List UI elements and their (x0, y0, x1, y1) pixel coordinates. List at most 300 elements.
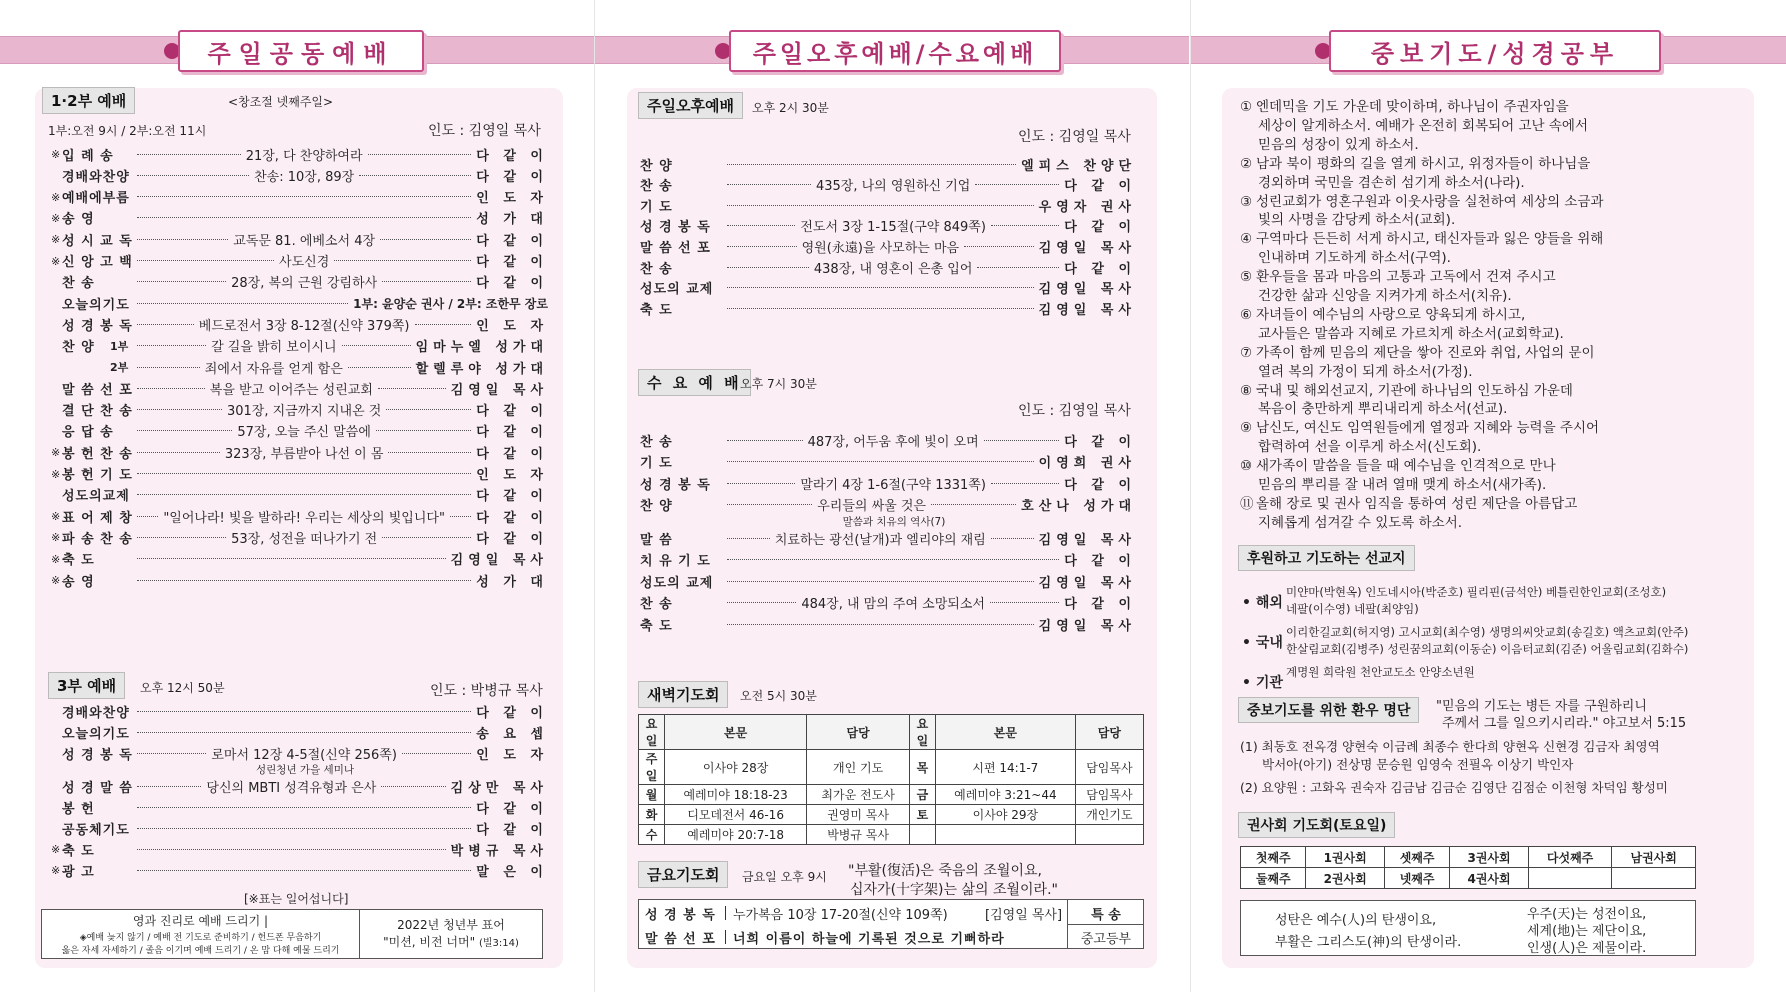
mission-label: • 기관 (1242, 675, 1283, 691)
row-label: 말 씀 선 포 (62, 382, 133, 398)
leader-dots (137, 388, 205, 389)
row-person: 다 같 이 (476, 169, 549, 185)
row-person: 다 같 이 (1064, 220, 1137, 236)
leader-dots (727, 440, 803, 441)
stand-mark: ※ (51, 190, 61, 204)
row-label: 입 례 송 (62, 148, 114, 164)
order-row (51, 251, 548, 271)
row-person: 김영일 목사 (450, 553, 548, 569)
leader-dots (450, 516, 471, 517)
table-cell: 첫째주 (1241, 847, 1306, 868)
row-person: 김영일 목사 (1038, 532, 1136, 548)
header-title-3: 중보기도/성경공부 (1329, 30, 1661, 72)
row-label: 성 경 봉 독 (62, 318, 133, 334)
row-content: "일어나라! 빛을 발하라! 우리는 세상의 빛입니다" (163, 510, 445, 526)
row-label: 성 경 말 씀 (62, 780, 133, 796)
row-content: 28장, 복의 근원 강림하사 (231, 276, 378, 292)
row-content: 484장, 내 맘의 주여 소망되소서 (801, 597, 985, 612)
row-content: 57장, 오늘 주신 말씀에 (237, 425, 371, 441)
leader-dots (991, 225, 1059, 226)
table-header-cell: 요일 (909, 715, 935, 750)
leader-dots (380, 239, 471, 240)
table-cell (1528, 868, 1612, 889)
table-cell: 넷째주 (1384, 868, 1449, 889)
leader-dots (359, 175, 471, 176)
row-content: 베드로전서 3장 8-12절(신약 379쪽) (198, 318, 410, 334)
section-title-sick: 중보기도를 위한 환우 명단 (1238, 697, 1419, 723)
leader-dots (137, 537, 226, 538)
order-row (62, 722, 548, 742)
order-row (62, 400, 548, 420)
row-label: 찬 양 (640, 158, 673, 174)
section-title-dawn: 새벽기도회 (638, 681, 728, 708)
table-cell: 개인 기도 (807, 750, 910, 785)
row-content: 우리들의 싸울 것은 (817, 499, 926, 514)
row-person: 성 가 대 (476, 574, 548, 590)
order-row (640, 430, 1136, 450)
row-person: 인 도 자 (476, 191, 548, 207)
row-part-label: 1부 (110, 339, 129, 353)
order-row (640, 550, 1136, 570)
order-row (62, 378, 548, 398)
leader-dots (137, 580, 471, 581)
row-content: 말라기 4장 1-6절(구약 1331쪽) (800, 477, 986, 493)
table-row (639, 750, 1144, 785)
leader-dots (727, 461, 1034, 462)
row-label: 치 유 기 도 (640, 554, 711, 569)
order-row (640, 528, 1136, 548)
order-row (640, 571, 1136, 591)
order-row (62, 743, 548, 763)
table-cell: 박병규 목사 (807, 825, 910, 845)
leader-dots (137, 409, 222, 410)
dawn-schedule-table (638, 714, 1144, 845)
row-label: 송 영 (62, 212, 95, 228)
row-label: 찬 송 (640, 434, 673, 450)
leader-dots (137, 217, 471, 218)
row-person: 다 같 이 (476, 404, 549, 420)
leader-dots (727, 581, 1034, 582)
prayer-line: 새가족이 말씀을 들을 때 예수님을 인격적으로 만나 (1256, 458, 1556, 475)
leader-dots (382, 537, 471, 538)
order-row (51, 549, 548, 569)
row-person: 다 같 이 (1064, 434, 1137, 450)
table-cell: 예레미야 20:7-18 (665, 825, 807, 845)
row-label: 성도의교제 (62, 489, 130, 505)
friday-row-text: 너희 이름이 하늘에 기록된 것으로 기뻐하라 (733, 932, 1005, 947)
row-label: 성 경 봉 독 (640, 477, 711, 493)
prayer-line: 남과 북이 평화의 길을 열게 하시고, 위정자들이 하나님을 (1256, 155, 1591, 172)
stand-mark: ※ (51, 552, 61, 566)
row-label: 성 시 교 독 (62, 233, 133, 249)
service-time-3: 오후 12시 50분 (140, 681, 225, 695)
table-cell: 둘째주 (1241, 868, 1306, 889)
row-person: 다 같 이 (476, 822, 548, 838)
stand-mark: ※ (51, 843, 61, 856)
row-person: 인 도 자 (476, 747, 549, 763)
row-label: 경배와찬양 (62, 169, 130, 185)
leader-dots (137, 260, 274, 261)
leader-dots (727, 287, 1034, 288)
row-content: 당신의 MBTI 성격유형과 은사 (206, 780, 377, 796)
leader-dots (137, 175, 249, 176)
footer-left-line1: ◈예배 늦지 않기 / 예배 전 기도로 준비하기 / 헌드폰 무음하기 (79, 933, 322, 943)
prayer-line: 경외하며 국민을 겸손히 섬기게 하소서(나라). (1258, 174, 1525, 191)
table-header-cell: 담당 (807, 715, 910, 750)
friday-row-person: [김영일 목사] (985, 908, 1063, 923)
order-row (62, 797, 548, 817)
order-row (51, 506, 549, 526)
leader-dots (727, 559, 1059, 560)
order-row (640, 154, 1136, 174)
row-person: 김영일 목사 (1038, 282, 1136, 298)
row-content: 죄에서 자유를 얻게 함은 (204, 361, 343, 377)
prayer-line: 믿음의 성장이 있게 하소서. (1258, 136, 1419, 153)
order-row (51, 860, 548, 880)
table-cell: 금 (909, 785, 935, 805)
creed-right-2: 세계(地)는 제단이요, (1527, 924, 1647, 939)
row-label: 결 단 찬 송 (62, 404, 133, 420)
order-row (51, 442, 549, 462)
row-label: 말 씀 (640, 532, 673, 548)
footer-right-line2: "미션, 비전 너머" (383, 935, 476, 949)
leader-dots (137, 239, 228, 240)
leader-dots (727, 205, 1034, 206)
leader-dots (137, 303, 348, 304)
prayer-line: 지혜롭게 섬겨갈 수 있도록 하소서. (1258, 514, 1463, 531)
footer-left (42, 910, 360, 958)
row-preface: 말씀과 치유의 역사(7) (842, 516, 946, 528)
leader-dots (727, 267, 809, 268)
order-row (51, 464, 548, 484)
table-cell (909, 825, 935, 845)
prayer-number: ⑧ (1240, 382, 1253, 399)
table-header-cell: 요일 (639, 715, 665, 750)
table-cell (1612, 868, 1696, 889)
row-person: 다 같 이 (476, 233, 549, 249)
row-person: 다 같 이 (476, 531, 549, 547)
leader-dots (137, 345, 206, 346)
row-label: 성 경 봉 독 (640, 220, 711, 236)
row-label: 축 도 (640, 302, 673, 318)
table-cell: 4권사회 (1450, 868, 1529, 889)
prayer-line: 국내 및 해외선교지, 기관에 하나님의 인도하심 가운데 (1256, 382, 1573, 399)
table-row (639, 805, 1144, 825)
prayer-line: 성린교회가 영혼구원과 이웃사랑을 실천하여 세상의 소금과 (1256, 193, 1604, 210)
prayer-line: 올해 장로 및 권사 임직을 통하여 성린 제단을 아름답고 (1256, 495, 1578, 512)
sick-line-1: (1) 최동호 전옥경 양현숙 이금례 최종수 한다희 양현옥 신현경 김금자 최영역 (1240, 739, 1660, 754)
leader-dots (137, 849, 446, 850)
row-content: 찬송: 10장, 89장 (254, 169, 355, 185)
row-content: 487장, 어두움 후에 빛이 오며 (807, 434, 979, 450)
prayer-number: ③ (1240, 193, 1253, 210)
leader-dots (137, 367, 200, 368)
row-label: 공동체기도 (62, 822, 130, 838)
row-label: 경배와찬양 (62, 705, 130, 721)
prayer-line: 세상이 알게하소서. 예배가 온전히 회복되어 고난 속에서 (1258, 117, 1588, 134)
leader-dots (975, 184, 1059, 185)
friday-quote-2: 십자가(十字架)는 삶의 조월이라." (850, 882, 1058, 898)
order-row (640, 473, 1136, 493)
footer-left-line2: 옳은 자세 자세하기 / 졸음 이기며 예배 드리기 / 온 맘 다해 예물 드리기 (61, 946, 340, 956)
prayer-number: ⑩ (1240, 458, 1253, 475)
sick-quote-2: 주께서 그를 일으키시리라." 야고보서 5:15 (1442, 716, 1687, 731)
leader-dots (727, 483, 795, 484)
row-person: 다 같 이 (476, 425, 548, 441)
row-person: 다 같 이 (1064, 179, 1137, 195)
leader-text: 인도 : 김영일 목사 (428, 123, 541, 139)
leader-dots (137, 753, 206, 754)
order-row (62, 293, 548, 313)
table-cell: 토 (909, 805, 935, 825)
table-row (1241, 868, 1696, 889)
leader-dots (137, 516, 158, 517)
table-cell: 시편 14:1-7 (935, 750, 1075, 785)
row-label: 오늘의기도 (62, 297, 130, 313)
table-row (639, 785, 1144, 805)
table-cell: 이사야 29장 (935, 805, 1075, 825)
standing-note: [※표는 일어섭니다] (244, 892, 349, 906)
row-person: 엘피스 찬양단 (1021, 158, 1136, 174)
order-row (62, 818, 548, 838)
creed-box (1240, 900, 1696, 956)
row-person: 박병규 목사 (450, 843, 548, 859)
column-divider-2 (1190, 0, 1191, 992)
row-label: 기 도 (640, 456, 673, 471)
order-row (640, 278, 1136, 298)
leader-dots (342, 345, 411, 346)
row-content: 53장, 성전을 떠나가기 전 (231, 531, 378, 547)
table-cell: 1권사회 (1306, 847, 1385, 868)
row-content: 사도신경 (279, 255, 330, 270)
sick-quote-1: "믿음의 기도는 병든 자를 구원하리니 (1436, 699, 1647, 714)
leader-dots (378, 388, 446, 389)
leader-dots (964, 246, 1034, 247)
row-person: 다 같 이 (476, 446, 549, 462)
order-row (62, 701, 548, 721)
row-label: 말 씀 선 포 (640, 240, 711, 256)
leader-dots (137, 281, 226, 282)
row-person: 인 도 자 (476, 318, 549, 334)
leader-dots (984, 440, 1060, 441)
row-person: 다 같 이 (476, 801, 548, 817)
row-label: 신 앙 고 백 (62, 255, 133, 270)
order-row (51, 527, 549, 547)
section-title-kwon: 권사회 기도회(토요일) (1238, 812, 1395, 838)
prayer-number: ④ (1240, 231, 1253, 248)
friday-box (638, 899, 1144, 949)
row-content: 치료하는 광선(날개)과 엘리야의 재림 (774, 532, 986, 548)
leader-dots (334, 260, 471, 261)
order-row (640, 614, 1136, 634)
leader-dots (931, 504, 1016, 505)
row-label: 송 영 (62, 574, 95, 590)
leader-dots (348, 367, 411, 368)
row-content: 로마서 12장 4-5절(신약 256쪽) (211, 747, 397, 763)
leader-text-3: 인도 : 박병규 목사 (430, 683, 543, 699)
row-person: 김영일 목사 (1038, 575, 1136, 591)
order-row (640, 495, 1136, 515)
prayer-line: 합력하여 선을 이루게 하소서(신도회). (1258, 439, 1482, 456)
row-person: 다 같 이 (1064, 597, 1137, 612)
row-label: 성도의 교제 (640, 282, 714, 298)
leader-dots (137, 870, 471, 871)
row-label: 응 답 송 (62, 425, 114, 441)
sick-line-2: 박서아(아기) 전상명 문승원 임영숙 전필옥 이상기 박인자 (1262, 757, 1574, 772)
leader-dots (137, 807, 471, 808)
row-part-label: 2부 (110, 361, 129, 374)
row-person: 다 같 이 (476, 705, 548, 721)
prayer-number: ② (1240, 155, 1253, 172)
row-label: 찬 송 (640, 597, 673, 612)
leader-dots (376, 430, 471, 431)
friday-row-text: 누가복음 10장 17-20절(신약 109쪽) (733, 908, 948, 923)
leader-dots (137, 196, 471, 197)
row-content: 갈 길을 밝히 보이시니 (211, 340, 337, 356)
table-cell: 2권사회 (1306, 868, 1385, 889)
mission-line: 미얀마(박현옥) 인도네시아(박준호) 필리핀(금석안) 베틀린한인교회(조성호) (1286, 585, 1667, 599)
table-cell: 목 (909, 750, 935, 785)
row-person: 김영일 목사 (1038, 302, 1136, 318)
prayer-number: ⑤ (1240, 269, 1253, 286)
order-row (640, 452, 1136, 472)
row-content: 전도서 3장 1-15절(구약 849쪽) (800, 220, 986, 236)
friday-row-right: 특 송 (1091, 908, 1121, 923)
leader-dots (137, 558, 446, 559)
table-cell: 개인기도 (1075, 805, 1143, 825)
friday-row-label: 성 경 봉 독 (645, 908, 716, 923)
leader-dots (977, 267, 1059, 268)
stand-mark: ※ (51, 510, 61, 524)
order-row (51, 229, 549, 249)
section-title-1-2: 1·2부 예배 (42, 87, 135, 114)
table-header-row (639, 715, 1144, 750)
row-label: 찬 양 (62, 340, 95, 356)
row-person: 다 같 이 (1064, 261, 1137, 277)
row-person: 말 은 이 (476, 864, 548, 880)
horizontal-rule (1067, 924, 1143, 925)
row-label: 찬 송 (62, 276, 95, 292)
order-row (62, 421, 548, 441)
table-cell: 예레미야 18:18-23 (665, 785, 807, 805)
table-cell: 셋째주 (1384, 847, 1449, 868)
creed-right-1: 우주(天)는 성전이요, (1527, 907, 1647, 922)
prayer-number: ⑥ (1240, 306, 1253, 323)
row-label: 봉 헌 기 도 (62, 468, 133, 483)
wednesday-time: 오후 7시 30분 (740, 377, 817, 391)
afternoon-leader: 인도 : 김영일 목사 (1018, 129, 1131, 145)
leader-dots (381, 786, 445, 787)
prayer-line: 빛의 사명을 감당케 하소서(교회). (1258, 212, 1456, 229)
row-preface: 성린청년 가을 세미나 (256, 764, 354, 776)
row-label: 축 도 (62, 553, 95, 569)
creed-right-3: 인생(人)은 제물이라. (1527, 941, 1647, 956)
leader-dots (137, 154, 241, 155)
row-person: 다 같 이 (476, 255, 548, 270)
mission-line: 이리한길교회(허지영) 고시교회(최수영) 생명의씨앗교회(송길호) 액츠교회(안주) (1286, 625, 1689, 639)
order-row (640, 216, 1136, 236)
leader-dots (137, 786, 201, 787)
table-cell: 디모데전서 46-16 (665, 805, 807, 825)
separator (725, 930, 726, 944)
row-person: 송 요 셉 (476, 726, 548, 742)
leader-dots (386, 409, 471, 410)
order-row (640, 593, 1136, 613)
row-content: 복을 받고 이어주는 성린교회 (209, 382, 373, 398)
afternoon-time: 오후 2시 30분 (752, 101, 829, 115)
order-row (640, 175, 1136, 195)
prayer-line: 가족이 함께 믿음의 제단을 쌓아 진로와 취업, 사업의 문이 (1256, 344, 1595, 361)
row-person: 호산나 성가대 (1021, 499, 1137, 514)
leader-dots (137, 494, 471, 495)
leader-dots (991, 538, 1034, 539)
leader-dots (727, 624, 1034, 625)
mission-line: 네팔(이수영) 네팔(최양임) (1286, 602, 1419, 616)
footer-motto (360, 933, 542, 950)
row-label: 성도의 교제 (640, 575, 714, 591)
row-person: 1부: 윤양순 권사 / 2부: 조한무 장로 (353, 296, 548, 311)
table-cell: 최가운 전도사 (807, 785, 910, 805)
table-header-cell: 본문 (935, 715, 1075, 750)
section-title-mission: 후원하고 기도하는 선교지 (1238, 545, 1415, 571)
separator (725, 906, 726, 920)
row-label: 봉 헌 찬 송 (62, 446, 133, 462)
leader-dots (137, 324, 194, 325)
row-label: 찬 양 (640, 499, 673, 514)
table-cell: 3권사회 (1450, 847, 1529, 868)
table-header-cell: 담당 (1075, 715, 1143, 750)
row-content: 435장, 나의 영원하신 기업 (815, 179, 971, 195)
stand-mark: ※ (51, 864, 61, 877)
prayer-line: 엔데믹을 기도 가운데 맞이하며, 하나님이 주권자임을 (1256, 99, 1569, 115)
stand-mark: ※ (51, 574, 61, 587)
mission-label: • 국내 (1242, 635, 1283, 651)
prayer-line: 환우들을 몸과 마음의 고통과 고독에서 건져 주시고 (1256, 269, 1556, 286)
table-cell: 다섯째주 (1528, 847, 1612, 868)
order-row (51, 208, 548, 228)
prayer-line: 믿음의 뿌리를 잘 내려 열매 맺게 하소서(새가족). (1258, 477, 1547, 493)
creed-left-2: 부활은 그리스도(神)의 탄생이라. (1275, 935, 1462, 950)
order-row (62, 336, 548, 356)
order-row (51, 839, 548, 859)
order-row (640, 257, 1136, 277)
row-person: 다 같 이 (476, 276, 549, 292)
leader-dots (727, 504, 812, 505)
leader-dots (727, 246, 797, 247)
table-cell: 화 (639, 805, 665, 825)
stand-mark: ※ (51, 211, 61, 225)
order-row (62, 357, 548, 377)
footer-left-title: 영과 진리로 예배 드리기 | (132, 914, 269, 928)
stand-mark: ※ (51, 531, 61, 545)
leader-dots (727, 308, 1034, 309)
leader-dots (727, 184, 811, 185)
wednesday-leader: 인도 : 김영일 목사 (1018, 403, 1131, 419)
row-label: 성 경 봉 독 (62, 747, 133, 763)
prayer-line: 구역마다 든든히 서게 하시고, 태신자들과 잃은 양들을 위해 (1256, 231, 1604, 248)
row-label: 찬 송 (640, 261, 673, 277)
footer-right-line3: (빌3:14) (478, 938, 519, 949)
order-row (640, 298, 1136, 318)
leader-dots (388, 452, 471, 453)
order-row (62, 272, 548, 292)
table-row (1241, 847, 1696, 868)
stand-mark: ※ (51, 446, 61, 460)
table-header-cell: 본문 (665, 715, 807, 750)
prayer-line: 남신도, 여신도 임역원들에게 열정과 지혜와 능력을 주시어 (1256, 420, 1600, 437)
row-person: 다 같 이 (476, 489, 548, 505)
row-label: 축 도 (62, 843, 95, 859)
